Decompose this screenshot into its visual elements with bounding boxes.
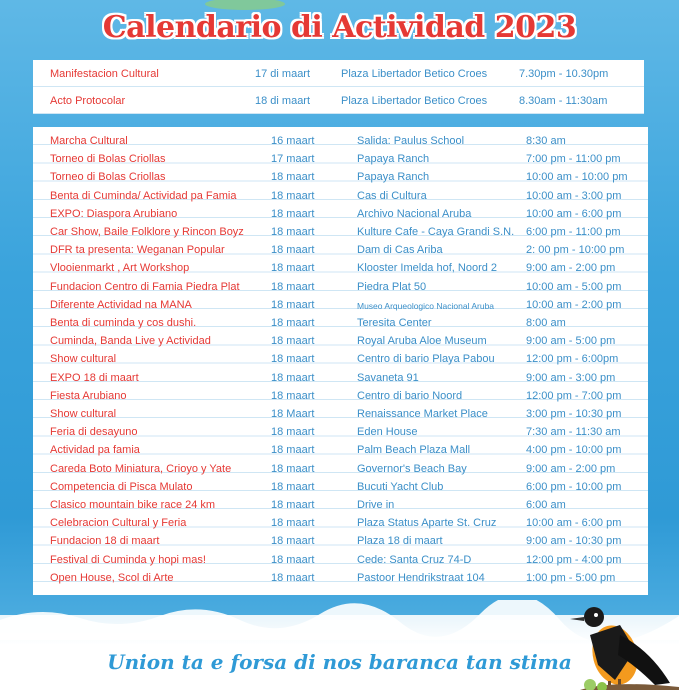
event-location: Teresita Center [357, 317, 432, 329]
event-time: 7:00 pm - 11:00 pm [526, 153, 621, 166]
event-time: 8:30 am [526, 135, 566, 147]
event-date: 17 maart [271, 153, 315, 166]
event-time: 12:00 pm - 6:00pm [526, 353, 619, 366]
event-location: Cas di Cultura [357, 189, 427, 202]
event-time: 9:00 am - 3:00 pm [526, 371, 616, 384]
event-location: Papaya Ranch [357, 153, 430, 166]
event-name: Car Show, Baile Folklore y Rincon Boyz [50, 226, 244, 238]
event-name: Actividad pa famia [50, 444, 140, 457]
event-time: 7.30pm - 10.30pm [519, 68, 609, 80]
event-date: 18 maart [271, 317, 315, 329]
event-name: Benta di cuminda y cos dushi. [50, 317, 197, 329]
event-name: Marcha Cultural [50, 135, 128, 147]
event-location: Renaissance Market Place [357, 408, 488, 420]
event-location: Bucuti Yacht Club [357, 480, 444, 493]
event-location: Drive in [357, 499, 395, 511]
event-name: Manifestacion Cultural [50, 68, 159, 80]
event-date: 18 Maart [271, 408, 315, 420]
event-name: Show cultural [50, 408, 117, 420]
event-location: Pastoor Hendrikstraat 104 [357, 571, 485, 584]
event-date: 18 maart [271, 353, 315, 366]
event-time: 9:00 am - 10:30 pm [526, 535, 622, 548]
event-time: 10:00 am - 10:00 pm [526, 171, 628, 184]
event-location: Plaza Status Aparte St. Cruz [357, 517, 497, 530]
event-name: Clasico mountain bike race 24 km [50, 499, 216, 511]
event-name: Torneo di Bolas Criollas [50, 153, 166, 166]
event-location: Cede: Santa Cruz 74-D [357, 553, 472, 566]
event-location: Eden House [357, 426, 418, 439]
event-time: 1:00 pm - 5:00 pm [526, 571, 616, 584]
event-time: 3:00 pm - 10:30 pm [526, 408, 622, 420]
event-time: 10:00 am - 3:00 pm [526, 189, 622, 202]
event-date: 18 maart [271, 444, 315, 457]
event-name: EXPO: Diaspora Arubiano [50, 207, 178, 220]
event-location: Piedra Plat 50 [357, 280, 427, 293]
event-location: Kulture Cafe - Caya Grandi S.N. [357, 226, 515, 238]
event-location: Governor's Beach Bay [357, 462, 467, 475]
event-date: 18 maart [271, 462, 315, 475]
event-time: 6:00 pm - 11:00 pm [526, 226, 621, 238]
event-name: Open House, Scol di Arte [50, 571, 174, 584]
event-name: Cuminda, Banda Live y Actividad [50, 335, 211, 348]
event-date: 18 maart [271, 426, 315, 439]
event-location: Plaza Libertador Betico Croes [341, 68, 488, 80]
event-date: 16 maart [271, 135, 315, 147]
event-name: Feria di desayuno [50, 426, 138, 439]
event-date: 18 di maart [255, 95, 311, 107]
event-name: Acto Protocolar [50, 95, 126, 107]
event-date: 18 maart [271, 280, 315, 293]
event-name: Fiesta Arubiano [50, 389, 127, 402]
event-time: 9:00 am - 2:00 pm [526, 262, 616, 275]
events-table [33, 127, 648, 595]
event-name: EXPO 18 di maart [50, 371, 139, 384]
event-name: DFR ta presenta: Weganan Popular [50, 244, 225, 257]
event-time: 8:00 am [526, 317, 566, 329]
event-time: 10:00 am - 2:00 pm [526, 298, 622, 311]
event-name: Fundacion Centro di Famia Piedra Plat [50, 280, 240, 293]
event-location: Centro di bario Noord [357, 389, 463, 402]
event-date: 18 maart [271, 499, 315, 511]
event-date: 18 maart [271, 517, 315, 530]
featured-events-card [33, 60, 644, 114]
event-location: Royal Aruba Aloe Museum [357, 335, 487, 348]
event-location: Plaza 18 di maart [357, 535, 443, 548]
event-time: 7:30 am - 11:30 am [526, 426, 621, 439]
troupial-bird-icon [560, 595, 679, 690]
event-name: Festival di Cuminda y hopi mas! [50, 553, 206, 566]
event-time: 4:00 pm - 10:00 pm [526, 444, 622, 457]
event-name: Celebracion Cultural y Feria [50, 517, 187, 530]
event-location: Salida: Paulus School [357, 135, 465, 147]
event-time: 10:00 am - 6:00 pm [526, 517, 622, 530]
event-date: 18 maart [271, 189, 315, 202]
event-time: 9:00 am - 5:00 pm [526, 335, 616, 348]
event-time: 6:00 am [526, 499, 566, 511]
event-time: 6:00 pm - 10:00 pm [526, 480, 622, 493]
event-time: 12:00 pm - 4:00 pm [526, 553, 622, 566]
event-time: 8.30am - 11:30am [519, 95, 608, 107]
event-name: Vlooienmarkt , Art Workshop [50, 262, 190, 275]
event-location: Museo Arqueologico Nacional Aruba [357, 300, 495, 311]
event-date: 18 maart [271, 262, 315, 275]
event-location: Savaneta 91 [357, 371, 419, 384]
event-location: Plaza Libertador Betico Croes [341, 95, 488, 107]
event-date: 18 maart [271, 244, 315, 257]
event-time: 10:00 am - 6:00 pm [526, 207, 622, 220]
event-name: Fundacion 18 di maart [50, 535, 160, 548]
event-time: 2: 00 pm - 10:00 pm [526, 244, 625, 257]
slogan: Union ta e forsa di nos baranca tan stima [107, 650, 572, 674]
event-date: 18 maart [271, 535, 315, 548]
event-date: 18 maart [271, 335, 315, 348]
event-time: 10:00 am - 5:00 pm [526, 280, 622, 293]
event-name: Show cultural [50, 353, 117, 366]
event-location: Palm Beach Plaza Mall [357, 444, 471, 457]
event-location: Dam di Cas Ariba [357, 244, 443, 257]
event-date: 18 maart [271, 553, 315, 566]
featured-row [33, 87, 644, 114]
event-date: 18 maart [271, 371, 315, 384]
event-date: 18 maart [271, 298, 315, 311]
event-location: Klooster Imelda hof, Noord 2 [357, 262, 498, 275]
event-name: Torneo di Bolas Criollas [50, 171, 166, 184]
event-location: Archivo Nacional Aruba [357, 207, 472, 220]
event-location: Papaya Ranch [357, 171, 430, 184]
event-date: 17 di maart [255, 68, 311, 80]
event-name: Careda Boto Miniatura, Crioyo y Yate [50, 462, 232, 475]
event-time: 12:00 pm - 7:00 pm [526, 389, 622, 402]
event-name: Diferente Actividad na MANA [50, 298, 192, 311]
event-date: 18 maart [271, 226, 315, 238]
event-time: 9:00 am - 2:00 pm [526, 462, 616, 475]
event-date: 18 maart [271, 571, 315, 584]
event-date: 18 maart [271, 171, 315, 184]
event-name: Competencia di Pisca Mulato [50, 480, 193, 493]
page-title: Calendario di Actividad 2023 [102, 10, 577, 45]
event-date: 18 maart [271, 389, 315, 402]
event-date: 18 maart [271, 480, 315, 493]
featured-row [33, 60, 644, 87]
event-location: Centro di bario Playa Pabou [357, 353, 495, 366]
event-name: Benta di Cuminda/ Actividad pa Famia [50, 189, 237, 202]
event-date: 18 maart [271, 207, 315, 220]
